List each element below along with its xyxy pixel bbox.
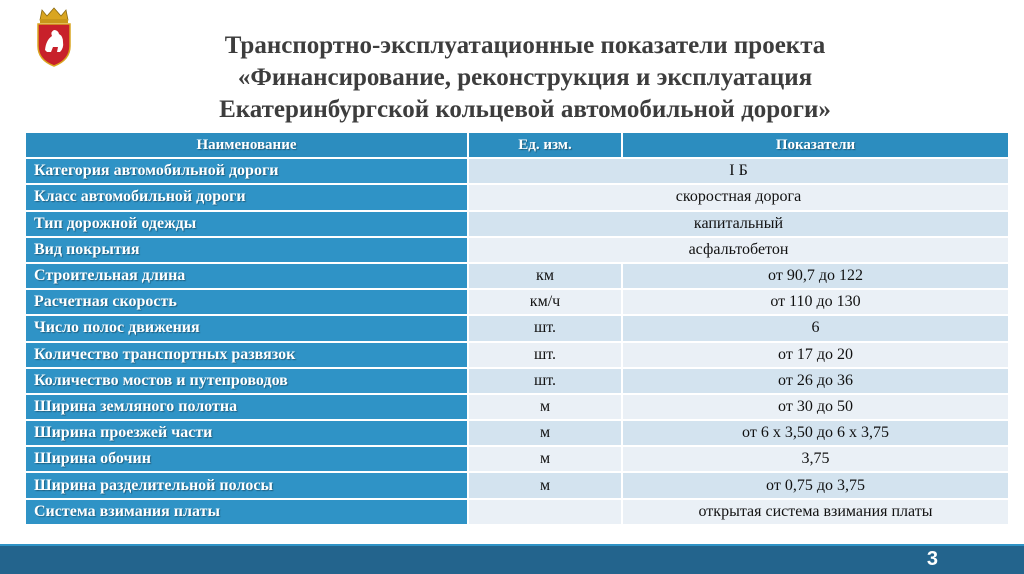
row-unit: м — [468, 472, 622, 498]
row-unit: км — [468, 263, 622, 289]
row-value: асфальтобетон — [468, 237, 1009, 263]
row-name: Ширина проезжей части — [25, 420, 468, 446]
indicators-table — [24, 131, 1010, 526]
row-value: от 17 до 20 — [622, 342, 1009, 368]
row-name: Категория автомобильной дороги — [25, 158, 468, 184]
row-name: Расчетная скорость — [25, 289, 468, 315]
header-name: Наименование — [25, 132, 468, 158]
row-value: открытая система взимания платы — [622, 499, 1009, 525]
table-row — [25, 158, 1009, 184]
title-line-2: «Финансирование, реконструкция и эксплуатация — [237, 64, 813, 91]
table-row — [25, 237, 1009, 263]
row-name: Класс автомобильной дороги — [25, 184, 468, 210]
table-header-row — [25, 132, 1009, 158]
footer-bar — [0, 546, 1024, 574]
row-name: Ширина обочин — [25, 446, 468, 472]
page-title — [110, 30, 940, 126]
table-row — [25, 472, 1009, 498]
row-value: от 110 до 130 — [622, 289, 1009, 315]
row-name: Система взимания платы — [25, 499, 468, 525]
row-value: капитальный — [468, 211, 1009, 237]
row-name: Строительная длина — [25, 263, 468, 289]
row-name: Ширина земляного полотна — [25, 394, 468, 420]
row-unit: м — [468, 446, 622, 472]
table-row — [25, 368, 1009, 394]
row-value: 6 — [622, 315, 1009, 341]
table-row — [25, 342, 1009, 368]
row-value: от 0,75 до 3,75 — [622, 472, 1009, 498]
row-value: от 26 до 36 — [622, 368, 1009, 394]
table-row — [25, 499, 1009, 525]
table-row — [25, 263, 1009, 289]
page-number: 3 — [926, 548, 938, 570]
row-unit: шт. — [468, 342, 622, 368]
table-row — [25, 289, 1009, 315]
header-value: Показатели — [622, 132, 1009, 158]
table-row — [25, 394, 1009, 420]
row-unit: шт. — [468, 368, 622, 394]
title-line-3: Екатеринбургской кольцевой автомобильной дороги» — [219, 96, 831, 123]
row-unit: м — [468, 394, 622, 420]
title-line-1: Транспортно-эксплуатационные показатели проекта — [224, 32, 826, 59]
row-unit: м — [468, 420, 622, 446]
table-row — [25, 420, 1009, 446]
row-value: I Б — [468, 158, 1009, 184]
row-value: от 30 до 50 — [622, 394, 1009, 420]
table-row — [25, 446, 1009, 472]
row-name: Ширина разделительной полосы — [25, 472, 468, 498]
row-name: Число полос движения — [25, 315, 468, 341]
table-row — [25, 184, 1009, 210]
table-row — [25, 315, 1009, 341]
row-value: от 90,7 до 122 — [622, 263, 1009, 289]
table-row — [25, 211, 1009, 237]
row-name: Количество транспортных развязок — [25, 342, 468, 368]
row-value: 3,75 — [622, 446, 1009, 472]
coat-of-arms-icon — [33, 6, 75, 68]
row-name: Количество мостов и путепроводов — [25, 368, 468, 394]
row-name: Тип дорожной одежды — [25, 211, 468, 237]
row-unit: шт. — [468, 315, 622, 341]
row-value: от 6 х 3,50 до 6 х 3,75 — [622, 420, 1009, 446]
row-name: Вид покрытия — [25, 237, 468, 263]
row-unit — [468, 499, 622, 525]
row-value: скоростная дорога — [468, 184, 1009, 210]
row-unit: км/ч — [468, 289, 622, 315]
header-unit: Ед. изм. — [468, 132, 622, 158]
